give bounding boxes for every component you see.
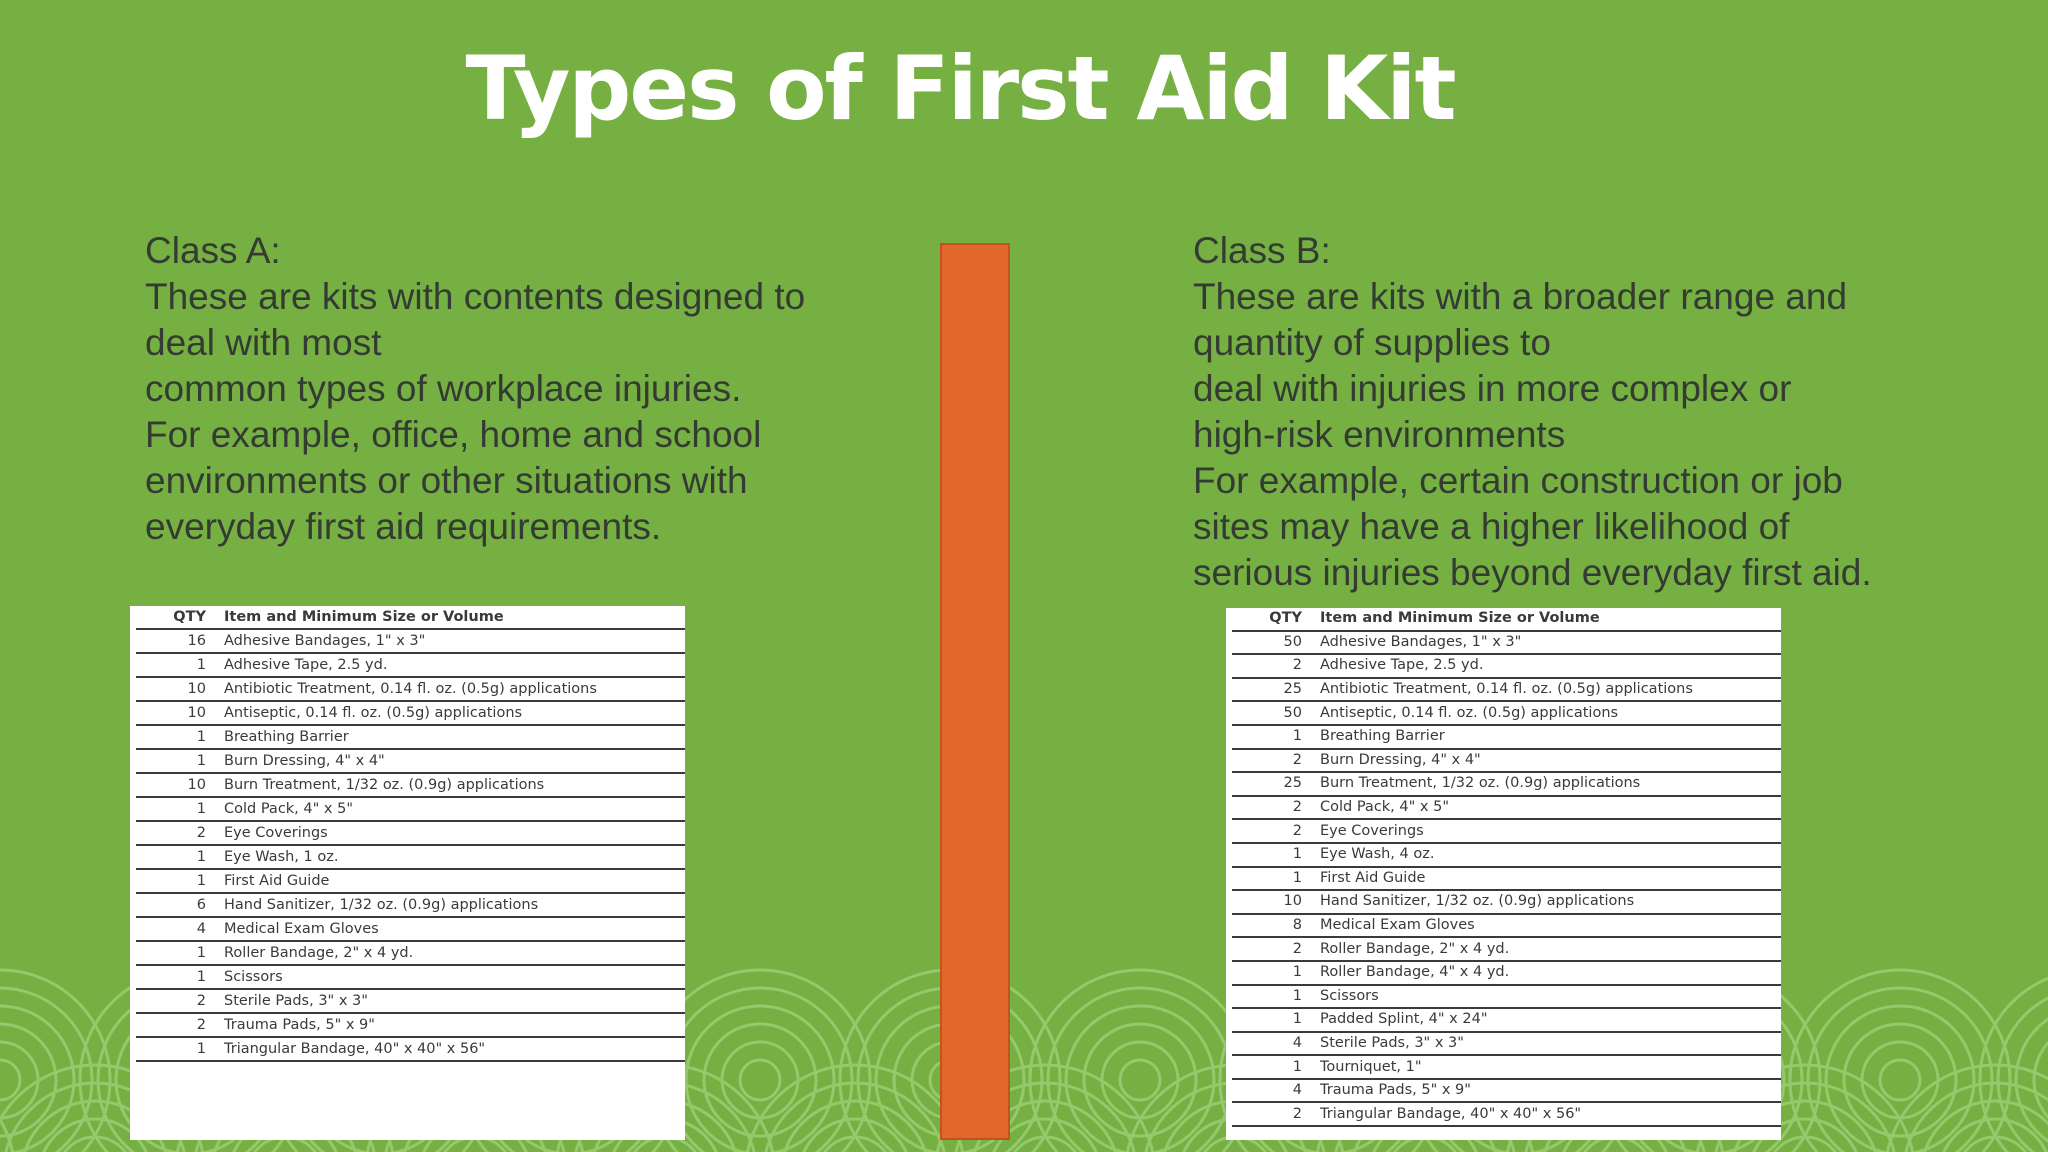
table-header-row (136, 606, 685, 629)
item-cell: Cold Pack, 4" x 5" (224, 797, 685, 821)
table-row (1232, 985, 1781, 1009)
table-row (136, 917, 685, 941)
table-row (136, 845, 685, 869)
table-row (136, 1013, 685, 1037)
qty-cell: 1 (136, 725, 224, 749)
item-cell: Sterile Pads, 3" x 3" (224, 989, 685, 1013)
qty-cell: 2 (1232, 937, 1320, 961)
table-row (1232, 749, 1781, 773)
table-row (1232, 914, 1781, 938)
table-row (1232, 1008, 1781, 1032)
item-cell: Triangular Bandage, 40" x 40" x 56" (224, 1037, 685, 1061)
item-cell: Antibiotic Treatment, 0.14 fl. oz. (0.5g) applications (224, 677, 685, 701)
qty-cell: 1 (136, 797, 224, 821)
item-cell: Roller Bandage, 2" x 4 yd. (1320, 937, 1781, 961)
item-cell: Hand Sanitizer, 1/32 oz. (0.9g) applications (1320, 890, 1781, 914)
qty-cell: 1 (1232, 1008, 1320, 1032)
table-row (136, 677, 685, 701)
qty-header: QTY (1232, 608, 1320, 631)
qty-cell: 1 (136, 749, 224, 773)
table-row (1232, 701, 1781, 725)
qty-cell: 6 (136, 893, 224, 917)
item-cell: Trauma Pads, 5" x 9" (1320, 1079, 1781, 1103)
qty-cell: 1 (136, 941, 224, 965)
table-row (136, 701, 685, 725)
item-cell: Triangular Bandage, 40" x 40" x 56" (1320, 1102, 1781, 1126)
qty-cell: 10 (136, 677, 224, 701)
qty-cell: 2 (1232, 749, 1320, 773)
table-header-row (1232, 608, 1781, 631)
table-row (1232, 867, 1781, 891)
item-cell: Eye Coverings (224, 821, 685, 845)
qty-cell: 1 (1232, 985, 1320, 1009)
item-cell: Eye Wash, 1 oz. (224, 845, 685, 869)
qty-cell: 2 (136, 989, 224, 1013)
item-cell: Eye Coverings (1320, 819, 1781, 843)
item-cell: Medical Exam Gloves (224, 917, 685, 941)
qty-cell: 1 (1232, 725, 1320, 749)
item-cell: Antiseptic, 0.14 fl. oz. (0.5g) applications (1320, 701, 1781, 725)
qty-cell: 4 (136, 917, 224, 941)
table-row (1232, 843, 1781, 867)
qty-cell: 1 (136, 845, 224, 869)
item-cell: Breathing Barrier (1320, 725, 1781, 749)
table-row (1232, 725, 1781, 749)
table-row (1232, 1032, 1781, 1056)
item-cell: Roller Bandage, 2" x 4 yd. (224, 941, 685, 965)
table-row (1232, 1079, 1781, 1103)
qty-cell: 2 (136, 1013, 224, 1037)
qty-cell: 50 (1232, 701, 1320, 725)
qty-cell: 2 (1232, 819, 1320, 843)
table-row (1232, 678, 1781, 702)
item-cell: Adhesive Tape, 2.5 yd. (224, 653, 685, 677)
item-cell: Scissors (1320, 985, 1781, 1009)
class-a-contents-table (130, 606, 685, 1140)
qty-cell: 2 (136, 821, 224, 845)
item-cell: Antiseptic, 0.14 fl. oz. (0.5g) applications (224, 701, 685, 725)
qty-cell: 25 (1232, 678, 1320, 702)
class-b-description: Class B: These are kits with a broader range and quantity of supplies to deal with injuries in more complex or high-risk environments For example, certain construction or job sites may have a higher likelihood of serious injuries beyond everyday first aid. (1193, 230, 1872, 593)
item-cell: Medical Exam Gloves (1320, 914, 1781, 938)
table-row (136, 989, 685, 1013)
table-row (1232, 631, 1781, 655)
qty-cell: 1 (136, 965, 224, 989)
table-row (136, 1037, 685, 1061)
table-row (1232, 819, 1781, 843)
table-row (1232, 654, 1781, 678)
item-cell: Roller Bandage, 4" x 4 yd. (1320, 961, 1781, 985)
item-cell: Sterile Pads, 3" x 3" (1320, 1032, 1781, 1056)
qty-cell: 50 (1232, 631, 1320, 655)
qty-cell: 2 (1232, 796, 1320, 820)
table-row (136, 629, 685, 653)
item-cell: Scissors (224, 965, 685, 989)
qty-cell: 1 (136, 653, 224, 677)
item-cell: Burn Treatment, 1/32 oz. (0.9g) applications (1320, 772, 1781, 796)
qty-cell: 2 (1232, 654, 1320, 678)
slide-title: Types of First Aid Kit (465, 37, 1455, 140)
table-row (1232, 890, 1781, 914)
class-a-description: Class A: These are kits with contents designed to deal with most common types of workplace injuries. For example, office, home and school environments or other situations with everyday first aid requirements. (145, 230, 806, 547)
table-row (136, 941, 685, 965)
item-cell: Tourniquet, 1" (1320, 1055, 1781, 1079)
qty-cell: 10 (136, 773, 224, 797)
item-cell: Adhesive Bandages, 1" x 3" (224, 629, 685, 653)
table-row (1232, 937, 1781, 961)
item-cell: Burn Treatment, 1/32 oz. (0.9g) applications (224, 773, 685, 797)
qty-cell: 25 (1232, 772, 1320, 796)
table-row (136, 653, 685, 677)
table-row (1232, 1055, 1781, 1079)
item-header: Item and Minimum Size or Volume (224, 606, 685, 629)
qty-cell: 1 (1232, 867, 1320, 891)
class-b-contents-table (1226, 608, 1781, 1140)
item-cell: Adhesive Tape, 2.5 yd. (1320, 654, 1781, 678)
table-row (136, 749, 685, 773)
qty-cell: 1 (1232, 1055, 1320, 1079)
table-row (136, 869, 685, 893)
item-cell: Padded Splint, 4" x 24" (1320, 1008, 1781, 1032)
qty-cell: 4 (1232, 1032, 1320, 1056)
qty-cell: 1 (1232, 843, 1320, 867)
table-row (136, 965, 685, 989)
table-row (136, 797, 685, 821)
table-row (136, 821, 685, 845)
item-cell: Trauma Pads, 5" x 9" (224, 1013, 685, 1037)
table-row (1232, 1102, 1781, 1126)
qty-cell: 10 (1232, 890, 1320, 914)
item-cell: Breathing Barrier (224, 725, 685, 749)
item-header: Item and Minimum Size or Volume (1320, 608, 1781, 631)
table-row (1232, 772, 1781, 796)
qty-cell: 1 (136, 1037, 224, 1061)
qty-cell: 1 (1232, 961, 1320, 985)
item-cell: Hand Sanitizer, 1/32 oz. (0.9g) applications (224, 893, 685, 917)
table-row (136, 725, 685, 749)
qty-cell: 8 (1232, 914, 1320, 938)
qty-cell: 4 (1232, 1079, 1320, 1103)
item-cell: Burn Dressing, 4" x 4" (224, 749, 685, 773)
qty-cell: 2 (1232, 1102, 1320, 1126)
item-cell: Burn Dressing, 4" x 4" (1320, 749, 1781, 773)
vertical-divider-bar (940, 243, 1010, 1140)
item-cell: Eye Wash, 4 oz. (1320, 843, 1781, 867)
qty-cell: 1 (136, 869, 224, 893)
table-row (136, 773, 685, 797)
item-cell: Antibiotic Treatment, 0.14 fl. oz. (0.5g) applications (1320, 678, 1781, 702)
item-cell: Cold Pack, 4" x 5" (1320, 796, 1781, 820)
item-cell: Adhesive Bandages, 1" x 3" (1320, 631, 1781, 655)
table-row (1232, 796, 1781, 820)
table-row (1232, 961, 1781, 985)
item-cell: First Aid Guide (1320, 867, 1781, 891)
qty-cell: 16 (136, 629, 224, 653)
qty-cell: 10 (136, 701, 224, 725)
table-row (136, 893, 685, 917)
qty-header: QTY (136, 606, 224, 629)
item-cell: First Aid Guide (224, 869, 685, 893)
